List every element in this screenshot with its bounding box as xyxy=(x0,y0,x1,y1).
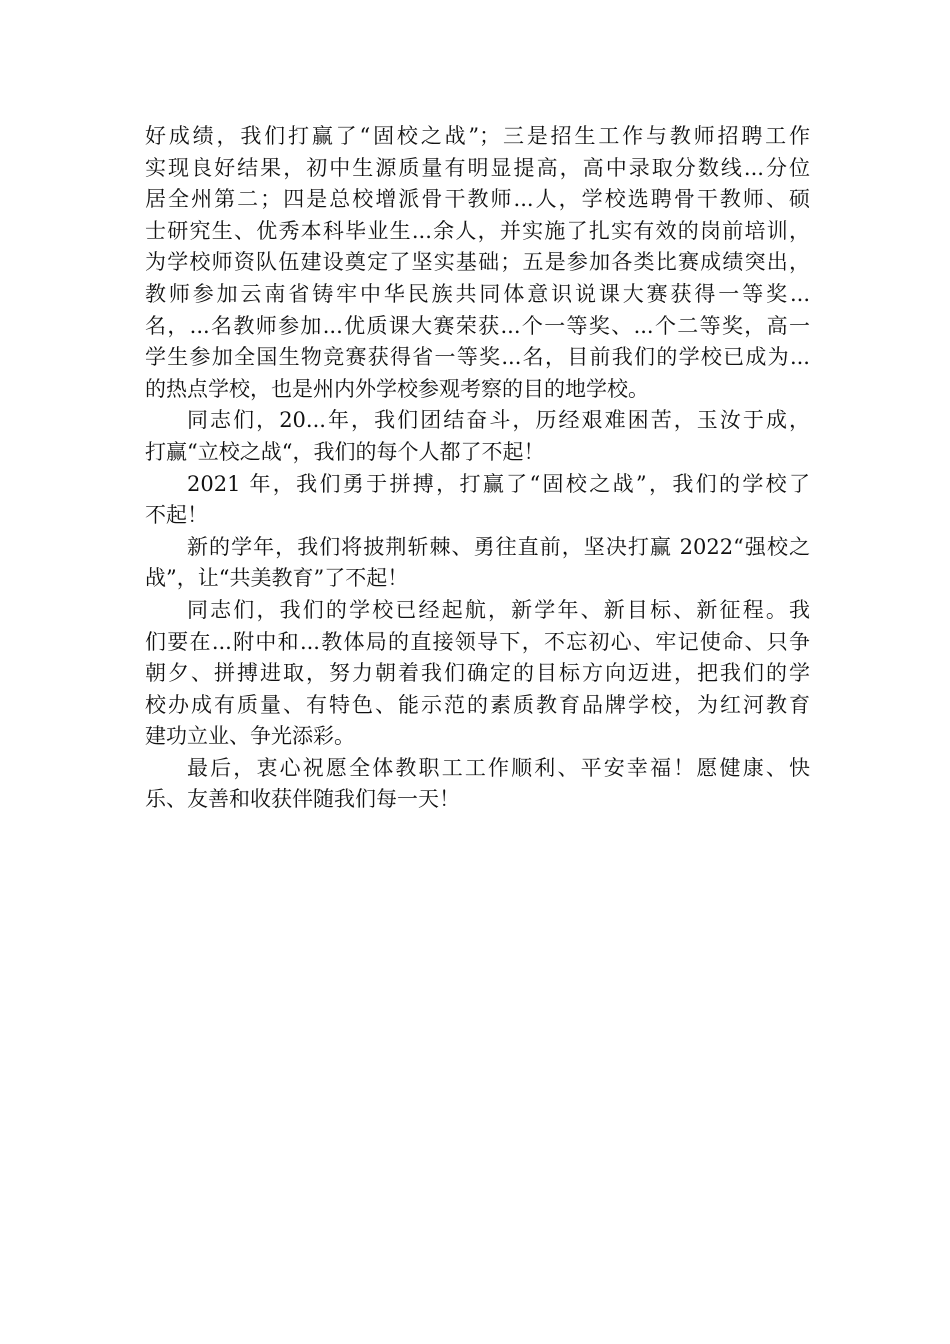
text-line: 建功立业、争光添彩。 xyxy=(145,724,355,749)
text-line: 们要在...附中和...教体局的直接领导下，不忘初心、牢记使命、只争 xyxy=(145,629,810,654)
text-line: 朝夕、拼搏进取，努力朝着我们确定的目标方向迈进，把我们的学 xyxy=(145,661,810,686)
text-line: 好成绩，我们打赢了“固校之战”；三是招生工作与教师招聘工作 xyxy=(145,124,810,148)
text-line: 的热点学校，也是州内外学校参观考察的目的地学校。 xyxy=(145,376,649,401)
text-line: 校办成有质量、有特色、能示范的素质教育品牌学校，为红河教育 xyxy=(145,692,810,717)
text-line: 战”，让“共美教育”了不起！ xyxy=(145,566,409,591)
text-line: 实现良好结果，初中生源质量有明显提高，高中录取分数线...分位 xyxy=(145,155,810,180)
text-line: 为学校师资队伍建设奠定了坚实基础；五是参加各类比赛成绩突出， xyxy=(145,250,810,275)
text-line: 教师参加云南省铸牢中华民族共同体意识说课大赛获得一等奖... xyxy=(145,281,810,306)
text-line: 新的学年，我们将披荆斩棘、勇往直前，坚决打赢 2022“强校之 xyxy=(187,534,810,559)
text-line: 2021 年，我们勇于拼搏，打赢了“固校之战”，我们的学校了 xyxy=(187,471,810,496)
text-line: 名，...名教师参加...优质课大赛荣获...个一等奖、...个二等奖，高一 xyxy=(145,313,810,338)
text-line: 士研究生、优秀本科毕业生...余人，并实施了扎实有效的岗前培训， xyxy=(145,218,810,243)
document-body xyxy=(145,121,810,816)
text-line: 打赢“立校之战“，我们的每个人都了不起！ xyxy=(145,439,545,464)
text-line: 居全州第二；四是总校增派骨干教师...人，学校选聘骨干教师、硕 xyxy=(145,187,810,212)
text-line: 同志们，20...年，我们团结奋斗，历经艰难困苦，玉汝于成， xyxy=(187,408,810,433)
text-line: 不起！ xyxy=(145,503,208,528)
text-line: 学生参加全国生物竞赛获得省一等奖...名，目前我们的学校已成为... xyxy=(145,345,810,370)
text-line: 最后，衷心祝愿全体教职工工作顺利、平安幸福！愿健康、快 xyxy=(187,755,810,780)
text-line: 同志们，我们的学校已经起航，新学年、新目标、新征程。我 xyxy=(187,597,810,622)
text-line: 乐、友善和收获伴随我们每一天！ xyxy=(145,787,460,812)
